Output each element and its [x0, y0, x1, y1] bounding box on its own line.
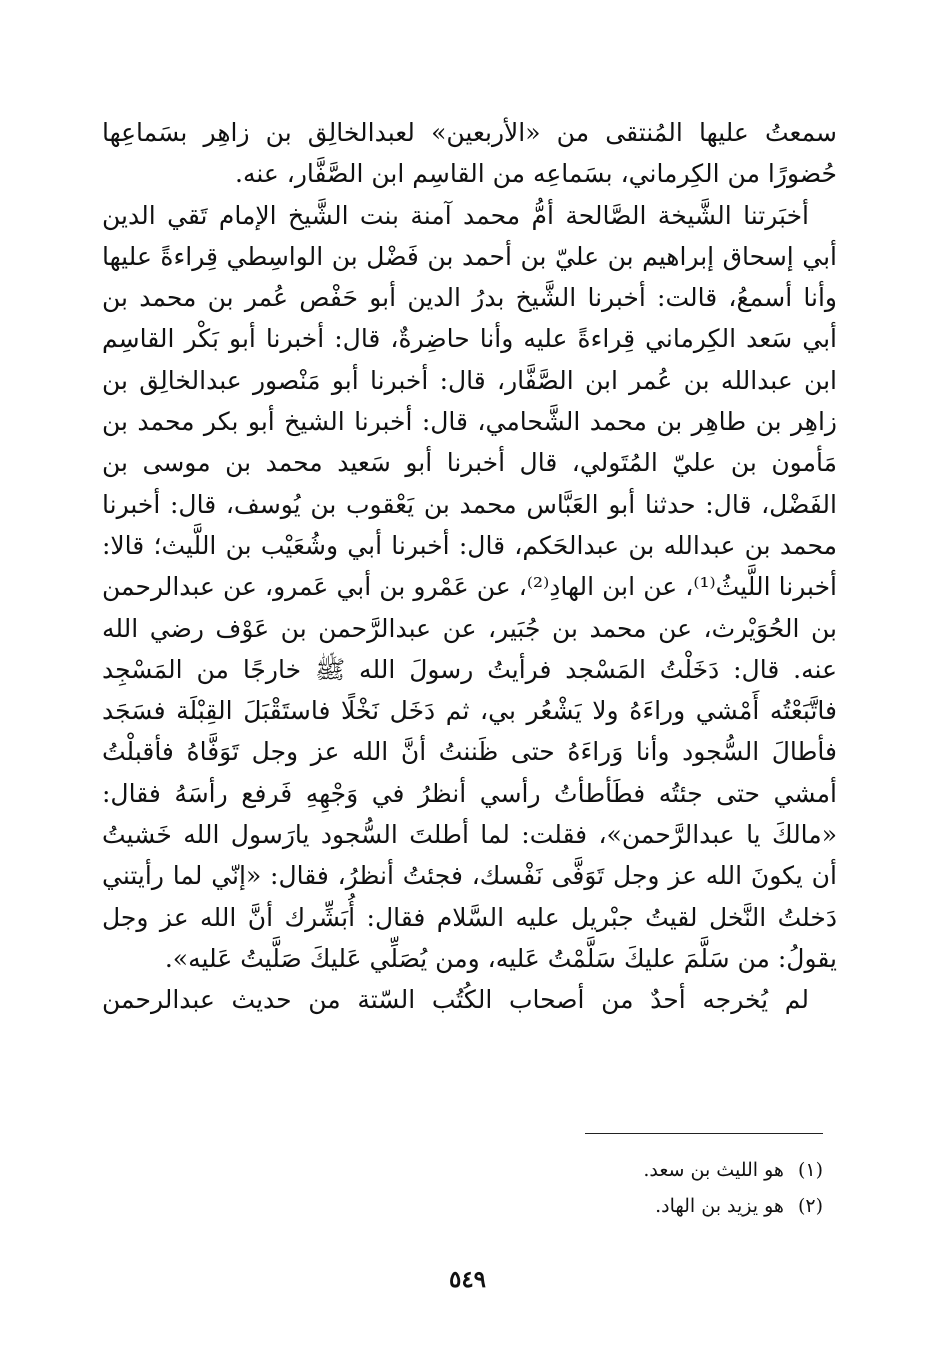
- footnote-text: هو يزيد بن الهاد.: [655, 1195, 784, 1217]
- page-number: ٥٤٩: [448, 1266, 487, 1293]
- footnote-divider: [585, 1133, 823, 1134]
- paragraph-intro: سمعتُ عليها المُنتقى من «الأربعين» لعبدالخالِق بن زاهِر بسَماعِها حُضورًا من الكِرماني، بسَماعِه من القاسِم ابن الصَّفَّار، عنه.: [102, 118, 837, 189]
- footnote-1: [323, 1152, 823, 1188]
- footnote-2: [323, 1188, 823, 1224]
- footnote-text: هو الليث بن سعد.: [643, 1159, 784, 1181]
- footnote-number: (١): [797, 1159, 823, 1181]
- paragraph-hadith: أخبَرتنا الشَّيخة الصَّالحة أمُّ محمد آمنة بنت الشَّيخ الإمام تَقي الدين أبي إسحاق إبراهيم بن عليّ بن أحمد بن فَضْل بن الواسِطي قِراءةً عليها وأنا أسمعُ، قالت: أخبرنا الشَّيخ بدرُ الدين أبو حَفْص عُمر بن محمد بن أبي سَعد الكِرماني قِراءةً عليه وأنا حاضِرةٌ، قال: أخبرنا أبو بَكْر القاسِم ابن عبدالله بن عُمر ابن الصَّفَّار، قال: أخبرنا أبو مَنْصور عبدالخالِق بن زاهِر بن طاهِر بن محمد الشَّحامي، قال: أخبرنا الشيخ أبو بكر محمد بن مَأمون بن عليّ المُتَولي، قال أخبرنا أبو سَعيد محمد بن موسى بن الفَضْل، قال: حدثنا أبو العَبَّاس محمد بن يَعْقوب بن يُوسف، قال: أخبرنا محمد بن عبدالله بن عبدالحَكم، قال: أخبرنا أبي وشُعَيْب بن اللَّيث؛ قالا: أخبرنا اللَّيثُ⁽¹⁾، عن ابن الهادِ⁽²⁾، عن عَمْرو بن أبي عَمرو، عن عبدالرحمن بن الحُوَيْرث، عن محمد بن جُبَير، عن عبدالرَّحمن بن عَوْف رضي الله عنه. قال: دَخَلْتُ المَسْجد فرأيتُ رسولَ الله ﷺ خارجًا من المَسْجِد فاتَّبَعْتُه أَمْشي وراءَهُ ولا يَشْعُر بي، ثم دَخَل نَخْلًا فاستَقْبَلَ القِبْلَة فسَجَد فأطالَ السُّجود وأنا وَراءَهُ حتى ظَننتُ أنَّ الله عز وجل تَوَفَّاهُ فأقبلْتُ أمشي حتى جئتُه فطَأطأتُ رأسي أنظرُ في وَجْهِهِ فَرفع رأسَهُ فقال: «مالكَ يا عبدالرَّحمن»، فقلت: لما أطلتَ السُّجود يارَسول الله خَشيتُ أن يكونَ الله عز وجل تَوَفَّى نَفْسك، فجئتُ أنظرُ، فقال: «إنّي لما رأيتني دَخلتُ النَّخل لقيتُ جبْريل عليه السَّلام فقال: أُبَشِّرك أنَّ الله عز وجل يقولُ: من سَلَّمَ عليكَ سَلَّمْتُ عَليه، ومن يُصَلِّي عَليكَ صَلَّيتُ عَليه».: [102, 200, 837, 973]
- footnote-number: (٢): [797, 1195, 823, 1217]
- main-text: [102, 112, 837, 1021]
- paragraph-closing: لم يُخرجه أحدٌ من أصحاب الكُتُب السّتة من حديث عبدالرحمن: [102, 985, 809, 1015]
- footnotes: [323, 1152, 823, 1224]
